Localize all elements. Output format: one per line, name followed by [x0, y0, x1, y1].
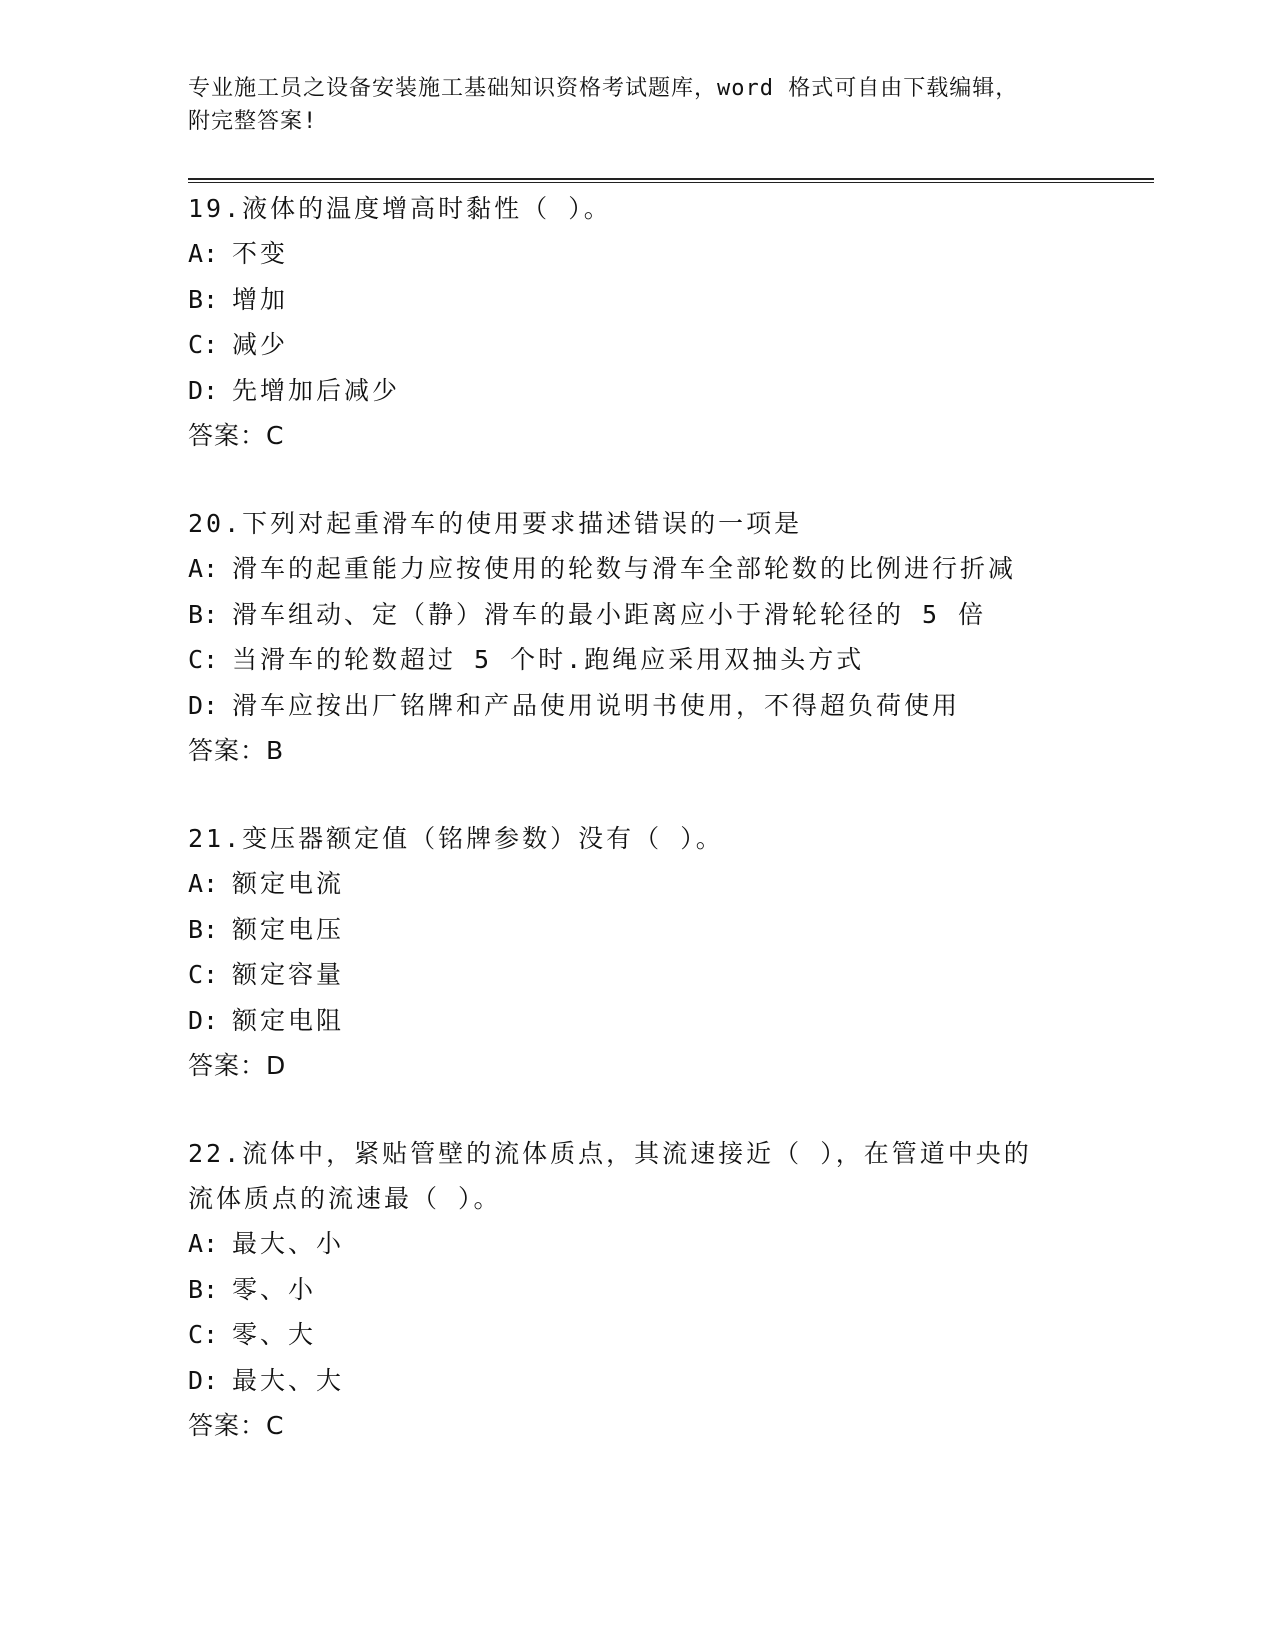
option-text: 滑车组动、定（静）滑车的最小距离应小于滑轮轮径的 5 倍	[232, 599, 987, 629]
answer-line: 答案：D	[188, 1051, 287, 1080]
option-letter: B:	[188, 914, 219, 944]
option-c	[188, 952, 1068, 998]
question-stem: 21.变压器额定值（铭牌参数）没有（ ）。	[188, 824, 724, 853]
option-c	[188, 1312, 1068, 1358]
option-d	[188, 368, 1068, 414]
option-b	[188, 907, 1068, 953]
option-letter: C:	[188, 330, 219, 359]
option-text: 滑车的起重能力应按使用的轮数与滑车全部轮数的比例进行折减	[232, 554, 1017, 583]
option-b	[188, 592, 1068, 638]
option-letter: A:	[188, 869, 219, 898]
question-21	[188, 816, 1068, 1088]
option-text: 零、大	[232, 1320, 317, 1349]
question-stem: 20.下列对起重滑车的使用要求描述错误的一项是	[188, 509, 803, 538]
option-letter: C:	[188, 645, 219, 674]
option-letter: C:	[188, 960, 219, 989]
option-letter: B:	[188, 599, 219, 629]
option-text: 额定电阻	[232, 1005, 345, 1035]
option-d	[188, 683, 1068, 729]
header-divider	[188, 178, 1154, 183]
question-19	[188, 186, 1068, 458]
option-text: 额定电压	[232, 914, 345, 944]
header-line-2: 附完整答案!	[188, 109, 318, 134]
option-a	[188, 231, 1068, 277]
answer-line: 答案：C	[188, 1411, 285, 1440]
question-stem: 19.液体的温度增高时黏性（ ）。	[188, 194, 612, 223]
header-line-1: 专业施工员之设备安装施工基础知识资格考试题库，word 格式可自由下载编辑，	[188, 76, 1019, 101]
question-stem-line-1: 22.流体中，紧贴管壁的流体质点，其流速接近（ ），在管道中央的	[188, 1139, 1032, 1168]
option-c	[188, 322, 1068, 368]
option-text: 先增加后减少	[232, 375, 401, 405]
option-letter: D:	[188, 1365, 219, 1395]
option-text: 额定容量	[232, 960, 345, 989]
question-stem-line-2: 流体质点的流速最（ ）。	[188, 1184, 502, 1213]
option-text: 最大、小	[232, 1229, 345, 1258]
answer-line: 答案：C	[188, 421, 285, 450]
option-d	[188, 998, 1068, 1044]
option-text: 最大、大	[232, 1365, 345, 1395]
option-a	[188, 1221, 1068, 1267]
answer-line: 答案：B	[188, 736, 285, 765]
option-b	[188, 1267, 1068, 1313]
option-text: 不变	[232, 239, 289, 268]
question-20	[188, 501, 1068, 773]
option-text: 零、小	[232, 1274, 317, 1304]
option-letter: C:	[188, 1320, 219, 1349]
option-letter: D:	[188, 1005, 219, 1035]
option-text: 额定电流	[232, 869, 345, 898]
option-letter: D:	[188, 375, 219, 405]
option-text: 当滑车的轮数超过 5 个时.跑绳应采用双抽头方式	[232, 645, 865, 674]
option-letter: A:	[188, 1229, 219, 1258]
option-letter: A:	[188, 239, 219, 268]
option-text: 减少	[232, 330, 289, 359]
option-letter: A:	[188, 554, 219, 583]
option-letter: D:	[188, 690, 219, 720]
option-c	[188, 637, 1068, 683]
question-22	[188, 1131, 1068, 1448]
option-a	[188, 861, 1068, 907]
option-d	[188, 1358, 1068, 1404]
option-b	[188, 277, 1068, 323]
option-a	[188, 546, 1068, 592]
option-letter: B:	[188, 1274, 219, 1304]
document-header	[188, 72, 1088, 138]
option-text: 滑车应按出厂铭牌和产品使用说明书使用，不得超负荷使用	[232, 690, 961, 720]
option-text: 增加	[232, 284, 289, 314]
option-letter: B:	[188, 284, 219, 314]
